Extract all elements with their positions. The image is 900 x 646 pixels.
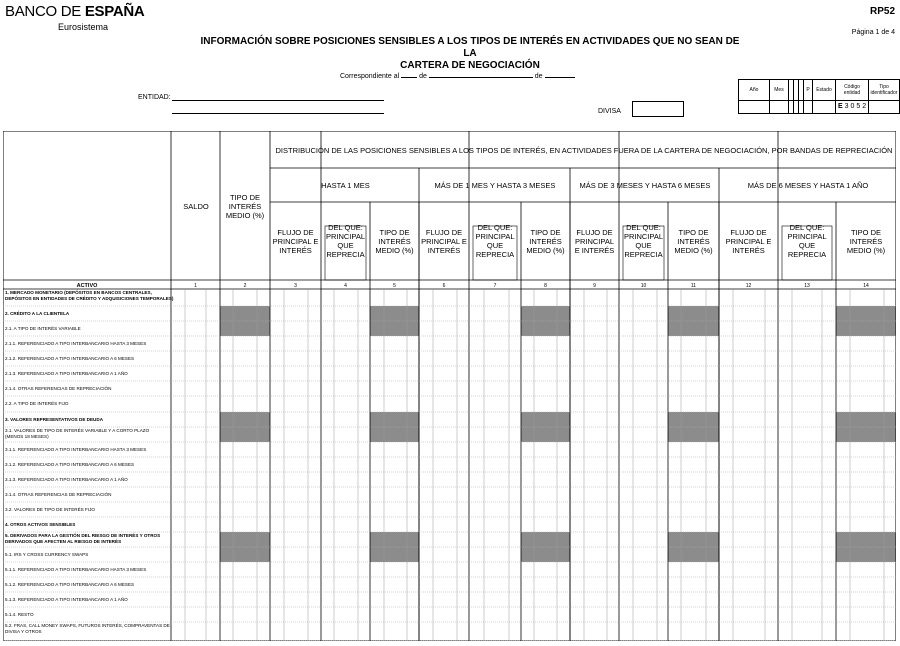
day-field[interactable]	[401, 71, 417, 78]
entidad-label: ENTIDAD:	[138, 94, 171, 101]
column-number: 6	[442, 283, 446, 289]
row-label: 4. OTROS ACTIVOS SENSIBLES	[5, 521, 76, 527]
row-label: 2.2. A TIPO DE INTERÉS FIJO	[5, 401, 69, 406]
bank-logo: BANCO DE ESPAÑA	[5, 3, 145, 20]
p-box[interactable]	[804, 101, 813, 114]
row-label: 2.1.3. REFERENCIADO A TIPO INTERBANCARIO A 1 AÑO	[5, 370, 128, 376]
divisa-label: DIVISA	[598, 108, 621, 115]
divisa-field[interactable]	[632, 101, 684, 117]
subheader-del_que: DEL QUE: PRINCIPAL QUE REPRECIA	[623, 223, 664, 259]
row-label: 5.1.2. REFERENCIADO A TIPO INTERBANCARIO A 6 MESES	[5, 581, 135, 587]
entidad-field-2[interactable]	[172, 113, 384, 114]
header-distribucion: DISTRIBUCIÓN DE LAS POSICIONES SENSIBLES A LOS TIPOS DE INTERÉS, EN ACTIVIDADES FUERA DE LA CARTERA DE NEGOCIACIÓN, POR BANDAS DE REPRECIACIÓN	[275, 145, 893, 155]
row-label: 5. DERIVADOS PARA LA GESTIÓN DEL RIESGO DE INTERÉS Y OTROS DERIVADOS QUE AFECTEN AL RIESGO DE INTERÉS	[5, 533, 161, 544]
band-1: HASTA 1 MES	[321, 181, 370, 190]
column-number: 3	[294, 283, 297, 289]
subheader-flujo: FLUJO DE PRINCIPAL E INTERÉS	[272, 227, 319, 255]
row-label: 3.1.1. REFERENCIADO A TIPO INTERBANCARIO HASTA 3 MESES	[5, 446, 147, 452]
logo-subtitle: Eurosistema	[58, 22, 109, 32]
entidad-field-1[interactable]	[172, 100, 384, 101]
row-label: 2. CRÉDITO A LA CLIENTELA	[5, 310, 70, 316]
column-number: 4	[344, 283, 347, 289]
row-label: 3. VALORES REPRESENTATIVOS DE DEUDA	[5, 416, 104, 422]
row-label: 5.2. FRAS, CALL MONEY SWAPS, FUTUROS INTERÉS, COMPRAVENTAS DE DIVISA Y OTROS	[5, 623, 170, 634]
column-number: 8	[544, 283, 547, 289]
column-number: 14	[863, 283, 869, 289]
band-2: MÁS DE 1 MES Y HASTA 3 MESES	[434, 181, 556, 190]
subheader-tipo: TIPO DE INTERÉS MEDIO (%)	[674, 227, 713, 255]
form-code: RP52	[869, 6, 895, 17]
subheader-del_que: DEL QUE: PRINCIPAL QUE REPRECIA	[475, 223, 515, 259]
subheader-tipo: TIPO DE INTERÉS MEDIO (%)	[846, 227, 886, 255]
column-number: 11	[690, 283, 697, 289]
header-tipo-interes-medio: TIPO DE INTERÉS MEDIO (%)	[225, 192, 265, 220]
subheader-flujo: FLUJO DE PRINCIPAL E INTERÉS	[725, 227, 772, 255]
row-label: 2.1. A TIPO DE INTERÉS VARIABLE	[5, 325, 81, 331]
row-label: 5.1.4. RESTO	[5, 611, 34, 617]
subheader-del_que: DEL QUE: PRINCIPAL QUE REPRECIA	[787, 223, 827, 259]
column-number: 1	[194, 283, 197, 289]
form-title: INFORMACIÓN SOBRE POSICIONES SENSIBLES A LOS TIPOS DE INTERÉS EN ACTIVIDADES QUE NO SEAN DE LA CARTERA DE NEGOCIACIÓN	[200, 36, 740, 71]
row-label: 5.1.1. REFERENCIADO A TIPO INTERBANCARIO HASTA 3 MESES	[5, 566, 147, 572]
band-4: MÁS DE 6 MESES Y HASTA 1 AÑO	[747, 181, 869, 190]
page-indicator: Página 1 de 4	[851, 29, 895, 36]
subheader-tipo: TIPO DE INTERÉS MEDIO (%)	[526, 227, 565, 255]
row-label: 3.2. VALORES DE TIPO DE INTERÉS FIJO	[5, 506, 95, 512]
row-label: 3.1.4. OTRAS REFERENCIAS DE REPRECIACIÓN	[5, 491, 112, 497]
column-number: 9	[593, 283, 596, 289]
row-label: 3.1.3. REFERENCIADO A TIPO INTERBANCARIO A 1 AÑO	[5, 476, 128, 482]
subheader-flujo: FLUJO DE PRINCIPAL E INTERÉS	[574, 227, 615, 255]
row-label: 2.1.4. OTRAS REFERENCIAS DE REPRECIACIÓN	[5, 385, 112, 391]
header-saldo: SALDO	[183, 201, 209, 211]
row-label: 5.1. IRS Y CROSS CURRENCY SWAPS	[5, 551, 89, 557]
column-number: 7	[493, 283, 497, 289]
tipo-identificador-box[interactable]	[869, 101, 900, 114]
month-box[interactable]	[770, 101, 789, 114]
correspondiente-line: Correspondiente al de de	[340, 71, 575, 80]
column-number: 2	[243, 283, 247, 289]
row-label: 3.1.2. REFERENCIADO A TIPO INTERBANCARIO A 6 MESES	[5, 461, 135, 467]
column-number: 13	[804, 283, 810, 289]
estado-box[interactable]	[813, 101, 836, 114]
identification-table: Año Mes P Estado Código entidad Tipo identificador E 3 0 5 2	[738, 79, 900, 114]
codigo-entidad-box: E 3 0 5 2	[836, 101, 869, 114]
row-label: 3.1. VALORES DE TIPO DE INTERÉS VARIABLE Y A CORTO PLAZO (MENOS 18 MESES)	[5, 428, 150, 439]
column-number: 12	[745, 283, 752, 289]
activo-label: ACTIVO	[76, 283, 98, 289]
column-number: 5	[393, 283, 396, 289]
year-field[interactable]	[545, 71, 575, 78]
row-label: 1. MERCADO MONETARIO (DEPÓSITOS EN BANCOS CENTRALES, DEPÓSITOS EN ENTIDADES DE CRÉDITO Y ADQUISICIONES TEMPORALES)	[5, 290, 174, 301]
row-label: 2.1.1. REFERENCIADO A TIPO INTERBANCARIO HASTA 3 MESES	[5, 340, 147, 346]
row-label: 5.1.3. REFERENCIADO A TIPO INTERBANCARIO A 1 AÑO	[5, 596, 128, 602]
row-label: 2.1.2. REFERENCIADO A TIPO INTERBANCARIO A 6 MESES	[5, 355, 135, 361]
subheader-flujo: FLUJO DE PRINCIPAL E INTERÉS	[421, 227, 467, 255]
band-3: MÁS DE 3 MESES Y HASTA 6 MESES	[579, 181, 711, 190]
month-field[interactable]	[429, 71, 533, 78]
column-number: 10	[640, 283, 647, 289]
subheader-tipo: TIPO DE INTERÉS MEDIO (%)	[375, 227, 414, 255]
year-box[interactable]	[739, 101, 770, 114]
subheader-del_que: DEL QUE: PRINCIPAL QUE REPRECIA	[325, 223, 366, 259]
